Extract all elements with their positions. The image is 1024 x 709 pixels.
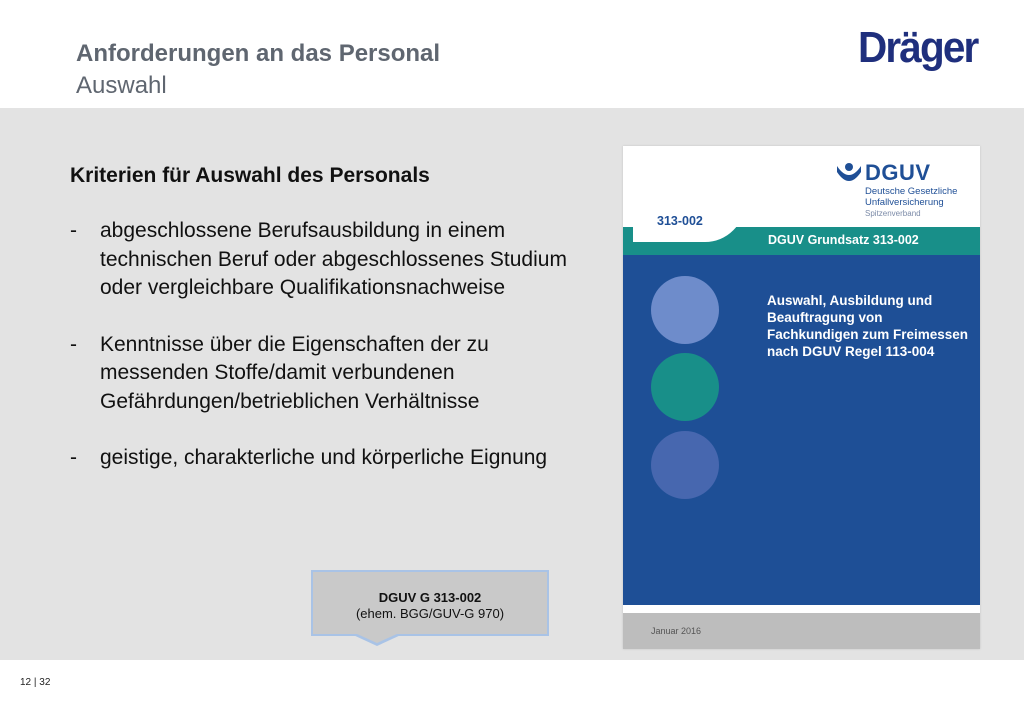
cover-bar-text: DGUV Grundsatz 313-002	[768, 233, 919, 247]
decor-circle	[651, 276, 719, 344]
dguv-brand: DGUV	[865, 160, 931, 185]
bullet-text: abgeschlossene Berufsausbildung in einem technischen Beruf oder abgeschlossenes Studium oder vergleichbare Qualifikationsnachweise	[100, 219, 567, 299]
dguv-brand-fullname: Deutsche Gesetzliche Unfallversicherung	[865, 186, 958, 208]
slide-subtitle: Auswahl	[76, 72, 167, 99]
criteria-heading: Kriterien für Auswahl des Personals	[70, 164, 430, 187]
criteria-text	[70, 162, 590, 501]
draeger-logo: Dräger	[858, 23, 978, 72]
bullet-text: Kenntnisse über die Eigenschaften der zu messenden Stoffe/damit verbundenen Gefährdungen/betrieblichen Verhältnisse	[100, 332, 489, 413]
callout-line2: (ehem. BGG/GUV-G 970)	[355, 606, 505, 621]
bullet-text: geistige, charakterliche und körperliche Eignung	[100, 446, 548, 469]
slide-title: Anforderungen an das Personal	[76, 40, 441, 67]
criteria-bullet	[70, 331, 590, 417]
cover-code: 313-002	[657, 214, 703, 228]
cover-footer	[623, 613, 980, 649]
callout-pointer-fill	[355, 633, 399, 643]
bullet-marker: -	[70, 332, 77, 356]
callout-line1: DGUV G 313-002	[378, 590, 482, 605]
cover-date: Januar 2016	[651, 626, 702, 636]
dguv-brand-sub	[865, 186, 985, 219]
bullet-marker: -	[70, 446, 77, 469]
cover-title: Auswahl, Ausbildung und Beauftragung von Fachkundigen zum Freimessen nach DGUV Regel 113-004	[767, 293, 969, 359]
dguv-brand-sub2: Spitzenverband	[865, 209, 921, 218]
document-cover-image	[623, 146, 980, 649]
page-number: 12 | 32	[20, 677, 51, 688]
dguv-emblem-icon	[835, 162, 863, 188]
document-callout	[311, 570, 549, 636]
cover-blue-area	[623, 255, 980, 605]
bullet-marker: -	[70, 219, 77, 242]
decor-circle	[651, 431, 719, 499]
criteria-bullet	[70, 444, 590, 473]
decor-circle	[651, 353, 719, 421]
criteria-bullet	[70, 217, 590, 303]
